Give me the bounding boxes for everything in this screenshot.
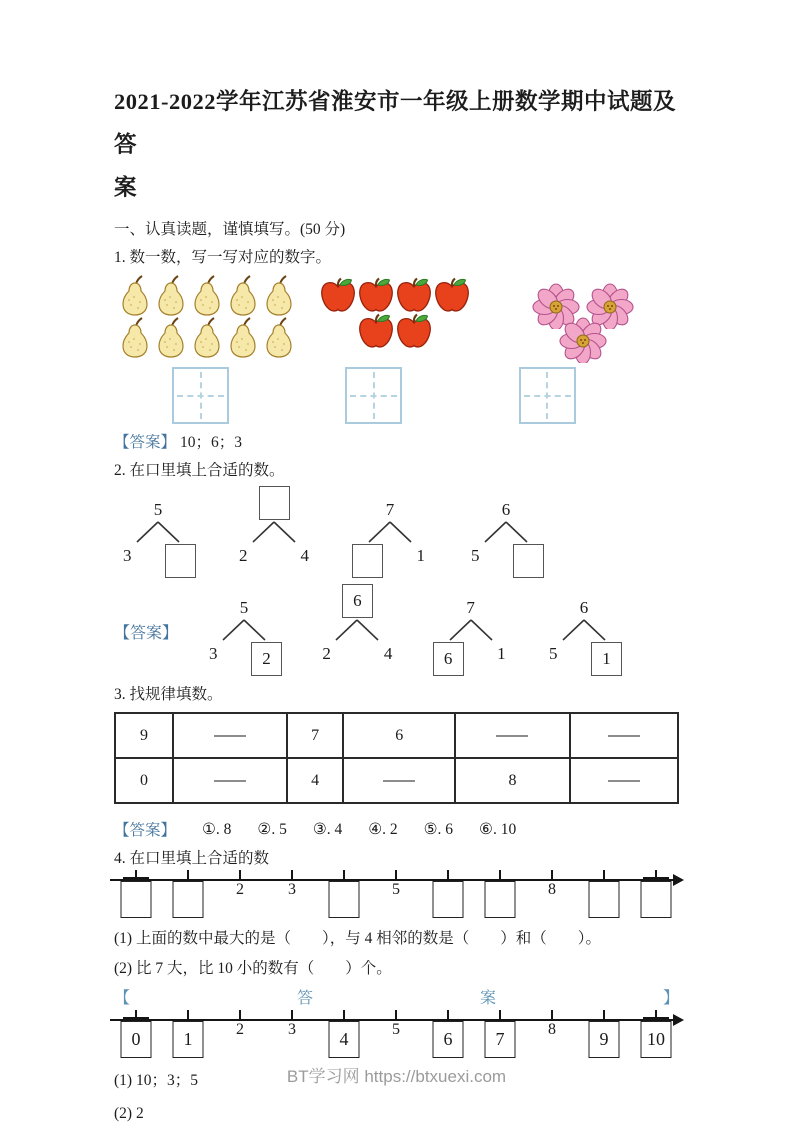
bond-lines-icon <box>214 619 274 641</box>
table-cell-blank <box>570 713 678 758</box>
number-line-position <box>422 1008 474 1062</box>
pear-icon <box>153 275 189 317</box>
number-line-position <box>370 1008 422 1062</box>
empty-box <box>329 881 360 918</box>
number-label: 2 <box>236 881 244 898</box>
number-line-answer <box>110 1008 684 1062</box>
number-line-position <box>110 868 162 922</box>
number-label: 2 <box>236 1021 244 1038</box>
bond-lines-icon <box>476 521 536 543</box>
table-cell-blank <box>455 713 569 758</box>
bond-left-value: 2 <box>322 644 331 663</box>
number-label: 8 <box>548 881 556 898</box>
answer-box: 4 <box>329 1021 360 1058</box>
pear-icon <box>225 317 261 359</box>
pear-icon <box>261 275 297 317</box>
tick-mark <box>187 1010 189 1020</box>
bond-top-value: 7 <box>466 598 475 617</box>
question-3-label: 3. 找规律填数。 <box>114 686 223 703</box>
tick-mark <box>239 1010 241 1020</box>
answer-box: 1 <box>173 1021 204 1058</box>
bond-right-value: 1 <box>497 644 506 663</box>
table-cell-blank <box>570 758 678 803</box>
pear-icon <box>117 317 153 359</box>
number-label: 3 <box>288 1021 296 1038</box>
answer-label: 【答案】 <box>114 624 179 642</box>
number-line-position <box>318 868 370 922</box>
tianzige-box <box>172 367 229 424</box>
bond-left-value: 5 <box>549 644 558 663</box>
number-bond <box>315 586 399 676</box>
number-line-position <box>266 868 318 922</box>
site-watermark: BT学习网 https://btxuexi.com <box>286 1067 507 1086</box>
number-line-position <box>162 868 214 922</box>
pear-icon <box>189 275 225 317</box>
number-label: 5 <box>392 881 400 898</box>
number-line-position <box>266 1008 318 1062</box>
writing-boxes <box>114 367 634 424</box>
answer-box: 9 <box>589 1021 620 1058</box>
answer-item: ③. 4 <box>312 820 343 838</box>
bond-right-value: 4 <box>300 546 309 565</box>
number-line-position <box>214 868 266 922</box>
answer-1 <box>114 430 679 452</box>
answer-2 <box>114 586 679 676</box>
table-cell: 6 <box>343 713 455 758</box>
bond-lines-icon <box>360 521 420 543</box>
tick-mark <box>447 1010 449 1020</box>
bond-empty-box <box>165 544 196 578</box>
number-line-position <box>162 1008 214 1062</box>
empty-box <box>121 881 152 918</box>
number-bond <box>542 586 626 676</box>
table-cell-blank <box>343 758 455 803</box>
flower-group <box>524 283 642 363</box>
blank-underline <box>383 780 415 782</box>
blank-underline <box>214 735 246 737</box>
tick-mark <box>447 870 449 880</box>
number-bond <box>348 488 432 578</box>
tick-mark <box>291 870 293 880</box>
number-line-question <box>110 868 684 922</box>
bond-left-value: 5 <box>471 546 480 565</box>
apple-icon <box>357 313 395 349</box>
bond-top-value: 5 <box>153 500 163 519</box>
bond-top-value: 5 <box>239 598 249 617</box>
page-title <box>114 80 679 209</box>
answer-item: ④. 2 <box>368 820 398 838</box>
answer-box: 10 <box>641 1021 672 1058</box>
tick-mark <box>395 870 397 880</box>
apple-group <box>316 277 474 349</box>
title-line-2: 案 <box>114 175 138 200</box>
blank-underline <box>608 735 640 737</box>
number-bond <box>202 586 286 676</box>
question-1-label: 1. 数一数，写一写对应的数字。 <box>114 249 332 266</box>
number-line-position <box>630 1008 682 1062</box>
bond-top-value: 6 <box>501 500 511 519</box>
answer-box: 6 <box>433 1021 464 1058</box>
answer-char-2: 案 <box>479 990 496 1007</box>
table-row <box>115 758 678 803</box>
number-line-position <box>578 1008 630 1062</box>
number-line-position <box>578 868 630 922</box>
sequence-table <box>114 712 679 804</box>
bond-top-value: 6 <box>579 598 589 617</box>
table-cell: 4 <box>287 758 343 803</box>
bond-right-value: 4 <box>383 644 393 663</box>
bond-left-value: 3 <box>209 644 218 663</box>
tick-mark <box>499 870 501 880</box>
tick-mark <box>603 1010 605 1020</box>
tick-mark <box>499 1010 501 1020</box>
empty-box <box>485 881 516 918</box>
tianzige-box <box>519 367 576 424</box>
empty-box <box>589 881 620 918</box>
tick-mark <box>551 1010 553 1020</box>
pear-group <box>114 275 300 359</box>
question-4-label: 4. 在口里填上合适的数 <box>114 850 270 867</box>
answer-label: 【答案】 <box>114 434 177 451</box>
tick-mark <box>239 870 241 880</box>
number-line-position <box>214 1008 266 1062</box>
answer-item: ②. 5 <box>257 820 287 838</box>
apple-icon <box>395 277 433 313</box>
bond-left-value: 2 <box>239 546 248 565</box>
tick-mark <box>291 1010 293 1020</box>
table-cell: 7 <box>287 713 343 758</box>
title-line-1: 2021-2022学年江苏省淮安市一年级上册数学期中试题及答 <box>114 89 676 157</box>
pear-icon <box>225 275 261 317</box>
table-cell: 9 <box>115 713 173 758</box>
flower-icon <box>556 317 610 363</box>
bond-answer-box: 6 <box>433 642 464 676</box>
tick-mark <box>343 870 345 880</box>
blank-underline <box>496 735 528 737</box>
answer-box: 0 <box>121 1021 152 1058</box>
number-line-position <box>474 868 526 922</box>
question-2-label: 2. 在口里填上合适的数。 <box>114 462 285 479</box>
bond-left-value: 3 <box>123 546 132 565</box>
table-cell: 8 <box>455 758 569 803</box>
pear-icon <box>117 275 153 317</box>
table-row <box>115 713 678 758</box>
bond-top-value: 7 <box>385 500 395 519</box>
bracket-right: 】 <box>662 990 679 1007</box>
answer-4-header <box>114 985 679 1008</box>
tick-mark <box>603 870 605 880</box>
answer-label: 【答案】 <box>114 822 177 839</box>
bond-lines-icon <box>554 619 614 641</box>
blank-underline <box>214 780 246 782</box>
number-line-position <box>422 868 474 922</box>
apple-icon <box>395 313 433 349</box>
answer-item: ⑤. 6 <box>423 820 454 838</box>
bond-answer-box: 2 <box>251 642 282 676</box>
answer-item: ⑥. 10 <box>479 820 517 838</box>
bond-empty-box <box>259 486 290 520</box>
fruit-groups <box>114 275 679 363</box>
bracket-left: 【 <box>114 990 131 1007</box>
bond-lines-icon <box>128 521 188 543</box>
bond-empty-box <box>352 544 383 578</box>
bond-lines-icon <box>327 619 387 641</box>
number-bond <box>464 488 548 578</box>
empty-box <box>433 881 464 918</box>
bond-lines-icon <box>244 521 304 543</box>
number-line-position <box>110 1008 162 1062</box>
bond-answer-box: 6 <box>342 584 373 618</box>
number-line-position <box>526 1008 578 1062</box>
apple-icon <box>433 277 471 313</box>
answer-item: ①. 8 <box>202 820 232 838</box>
number-label: 3 <box>288 881 296 898</box>
tick-mark <box>551 870 553 880</box>
bond-lines-icon <box>441 619 501 641</box>
table-cell: 0 <box>115 758 173 803</box>
bond-answer-box: 1 <box>591 642 622 676</box>
answer-number-bonds <box>202 586 626 676</box>
answer-char-1: 答 <box>296 990 313 1007</box>
apple-icon <box>357 277 395 313</box>
bond-right-value: 1 <box>416 546 425 565</box>
answer-3 <box>114 818 679 840</box>
apple-icon <box>319 277 357 313</box>
pear-icon <box>189 317 225 359</box>
question-4-sub-2: (2) 比 7 大，比 10 小的数有（ ）个。 <box>114 960 392 977</box>
number-label: 5 <box>392 1021 400 1038</box>
number-bond <box>429 586 513 676</box>
table-cell-blank <box>173 758 287 803</box>
section-heading: 一、认真读题，谨慎填写。(50 分) <box>114 221 346 238</box>
number-line-position <box>370 868 422 922</box>
empty-box <box>173 881 204 918</box>
answer-box: 7 <box>485 1021 516 1058</box>
number-line-position <box>318 1008 370 1062</box>
number-bonds <box>116 488 548 578</box>
number-label: 8 <box>548 1021 556 1038</box>
blank-underline <box>608 780 640 782</box>
number-bond <box>232 488 316 578</box>
number-line-position <box>526 868 578 922</box>
number-bond <box>116 488 200 578</box>
answer-4-sub-1: (1) 10；3；5 <box>114 1072 198 1089</box>
tick-mark <box>187 870 189 880</box>
pear-icon <box>261 317 297 359</box>
answer-1-value: 10；6；3 <box>180 434 243 451</box>
question-4-sub-1: (1) 上面的数中最大的是（ ），与 4 相邻的数是（ ）和（ ）。 <box>114 930 601 947</box>
number-line-position <box>474 1008 526 1062</box>
answer-4-sub-2: (2) 2 <box>114 1105 144 1122</box>
tick-mark <box>395 1010 397 1020</box>
tick-mark <box>343 1010 345 1020</box>
table-cell-blank <box>173 713 287 758</box>
empty-box <box>641 881 672 918</box>
bond-empty-box <box>513 544 544 578</box>
pear-icon <box>153 317 189 359</box>
tianzige-box <box>345 367 402 424</box>
number-line-position <box>630 868 682 922</box>
